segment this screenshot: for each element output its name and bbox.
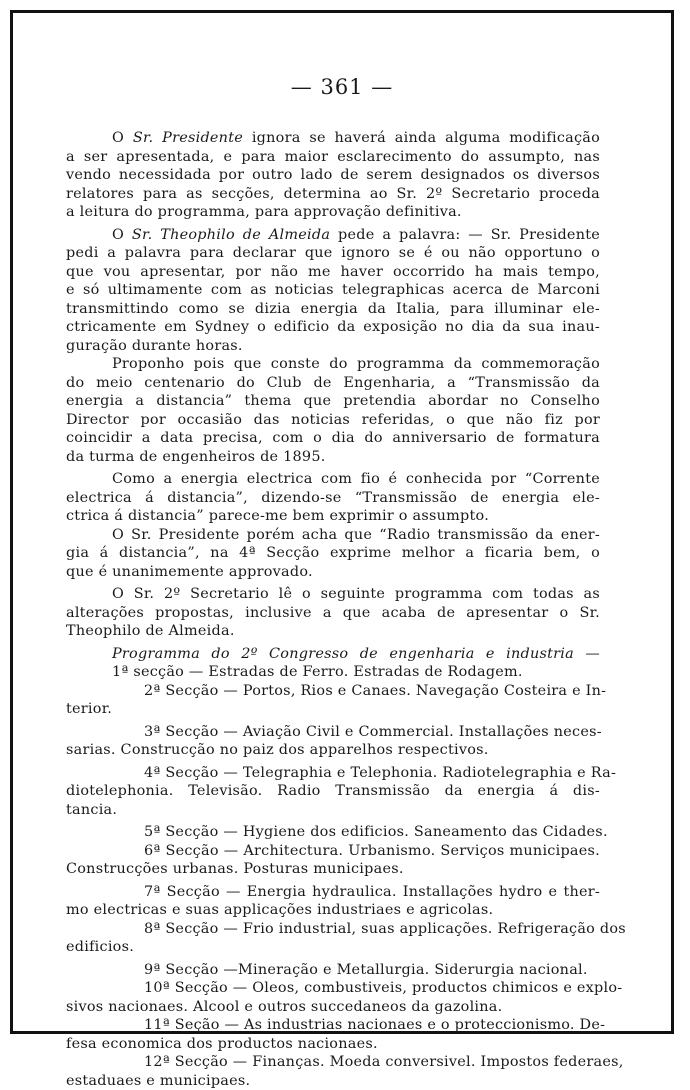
paragraph — [66, 723, 600, 760]
text-line: terior. — [66, 700, 600, 719]
paragraph — [66, 129, 600, 222]
text-line: fesa economica dos productos nacionaes. — [66, 1035, 600, 1054]
text-line: edificios. — [66, 938, 600, 957]
paragraph — [66, 1053, 600, 1090]
text-line: mo electricas e suas applicações industriaes e agricolas. — [66, 901, 600, 920]
text-line: guração durante horas. — [66, 337, 600, 356]
text-line: O Sr. 2º Secretario lê o seguinte programma com todas as — [66, 585, 600, 604]
text-line: ctrica á distancia” parece-me bem exprimir o assumpto. — [66, 507, 600, 526]
paragraph — [66, 682, 600, 719]
paragraph — [66, 1016, 600, 1053]
text-line: electrica á distancia”, dizendo-se “Transmissão de energia ele- — [66, 489, 600, 508]
text-line: Theophilo de Almeida. — [66, 622, 600, 641]
section-line: 5ª Secção — Hygiene dos edificios. Saneamento das Cidades. — [66, 823, 600, 842]
section-line: 4ª Secção — Telegraphia e Telephonia. Radiotelegraphia e Ra- — [66, 764, 600, 783]
programme-heading: Programma do 2º Congresso de engenharia e industria — — [66, 645, 600, 664]
document-page — [13, 13, 671, 1031]
section-line: 8ª Secção — Frio industrial, suas applicações. Refrigeração dos — [66, 920, 600, 939]
text-line: Proponho pois que conste do programma da commemoração — [66, 355, 600, 374]
section-line: 9ª Secção —Mineração e Metallurgia. Siderurgia nacional. — [66, 961, 600, 980]
section-line: 6ª Secção — Architectura. Urbanismo. Serviços municipaes. — [66, 842, 600, 861]
text-line: O Sr. Presidente porém acha que “Radio transmissão da ener- — [66, 526, 600, 545]
paragraph — [66, 585, 600, 641]
paragraph — [66, 883, 600, 920]
text-line: Como a energia electrica com fio é conhecida por “Corrente — [66, 470, 600, 489]
text-line: alterações propostas, inclusive a que acaba de apresentar o Sr. — [66, 604, 600, 623]
paragraph — [66, 961, 600, 980]
text-line: diotelephonia. Televisão. Radio Transmissão da energia á dis- — [66, 782, 600, 801]
paragraph — [66, 470, 600, 526]
paragraph — [66, 355, 600, 466]
paragraph — [66, 842, 600, 879]
text-line: coincidir a data precisa, com o dia do anniversario de formatura — [66, 429, 600, 448]
text-line: O Sr. Presidente ignora se haverá ainda alguma modificação — [66, 129, 600, 148]
paragraph — [66, 526, 600, 582]
text-line: transmittindo como se dizia energia da Italia, para illuminar ele- — [66, 300, 600, 319]
text-line: do meio centenario do Club de Engenharia, a “Transmissão da — [66, 374, 600, 393]
text-line: da turma de engenheiros de 1895. — [66, 448, 600, 467]
text-line: sarias. Construcção no paiz dos apparelhos respectivos. — [66, 741, 600, 760]
paragraph — [66, 823, 600, 842]
section-line: 2ª Secção — Portos, Rios e Canaes. Navegação Costeira e In- — [66, 682, 600, 701]
document-body — [66, 129, 600, 1090]
text-line: Construcções urbanas. Posturas municipaes. — [66, 860, 600, 879]
text-line: tancia. — [66, 801, 600, 820]
paragraph — [66, 645, 600, 682]
section-line: 7ª Secção — Energia hydraulica. Installações hydro e ther- — [66, 883, 600, 902]
paragraph — [66, 979, 600, 1016]
text-line: estaduaes e municipaes. — [66, 1072, 600, 1090]
section-line: 11ª Seção — As industrias nacionaes e o proteccionismo. De- — [66, 1016, 600, 1035]
section-line: 1ª secção — Estradas de Ferro. Estradas de Rodagem. — [66, 663, 600, 682]
page-number-header: — 361 — — [13, 75, 671, 99]
text-line: e só ultimamente com as noticias telegraphicas acerca de Marconi — [66, 281, 600, 300]
section-line: 3ª Secção — Aviação Civil e Commercial. Installações neces- — [66, 723, 600, 742]
text-line: energia a distancia” thema que pretendia abordar no Conselho — [66, 392, 600, 411]
text-line: pedi a palavra para declarar que ignoro se é ou não opportuno o — [66, 244, 600, 263]
text-line: relatores para as secções, determina ao Sr. 2º Secretario proceda — [66, 185, 600, 204]
text-line: a leitura do programma, para approvação definitiva. — [66, 203, 600, 222]
text-line: gia á distancia”, na 4ª Secção exprime melhor a ficaria bem, o — [66, 544, 600, 563]
text-line: que é unanimemente approvado. — [66, 563, 600, 582]
text-line: a ser apresentada, e para maior esclarecimento do assumpto, nas — [66, 148, 600, 167]
text-line: Director por occasião das noticias referidas, o que não fiz por — [66, 411, 600, 430]
paragraph — [66, 764, 600, 820]
paragraph — [66, 226, 600, 356]
text-line: O Sr. Theophilo de Almeida pede a palavra: — Sr. Presidente — [66, 226, 600, 245]
paragraph — [66, 920, 600, 957]
text-line: ctricamente em Sydney o edificio da exposição no dia da sua inau- — [66, 318, 600, 337]
text-line: vendo necessidada por outro lado de serem designados os diversos — [66, 166, 600, 185]
text-line: que vou apresentar, por não me haver occorrido ha mais tempo, — [66, 263, 600, 282]
page-border — [10, 10, 674, 1034]
section-line: 12ª Secção — Finanças. Moeda conversivel. Impostos federaes, — [66, 1053, 600, 1072]
section-line: 10ª Secção — Oleos, combustiveis, productos chimicos e explo- — [66, 979, 600, 998]
text-line: sivos nacionaes. Alcool e outros succedaneos da gazolina. — [66, 998, 600, 1017]
